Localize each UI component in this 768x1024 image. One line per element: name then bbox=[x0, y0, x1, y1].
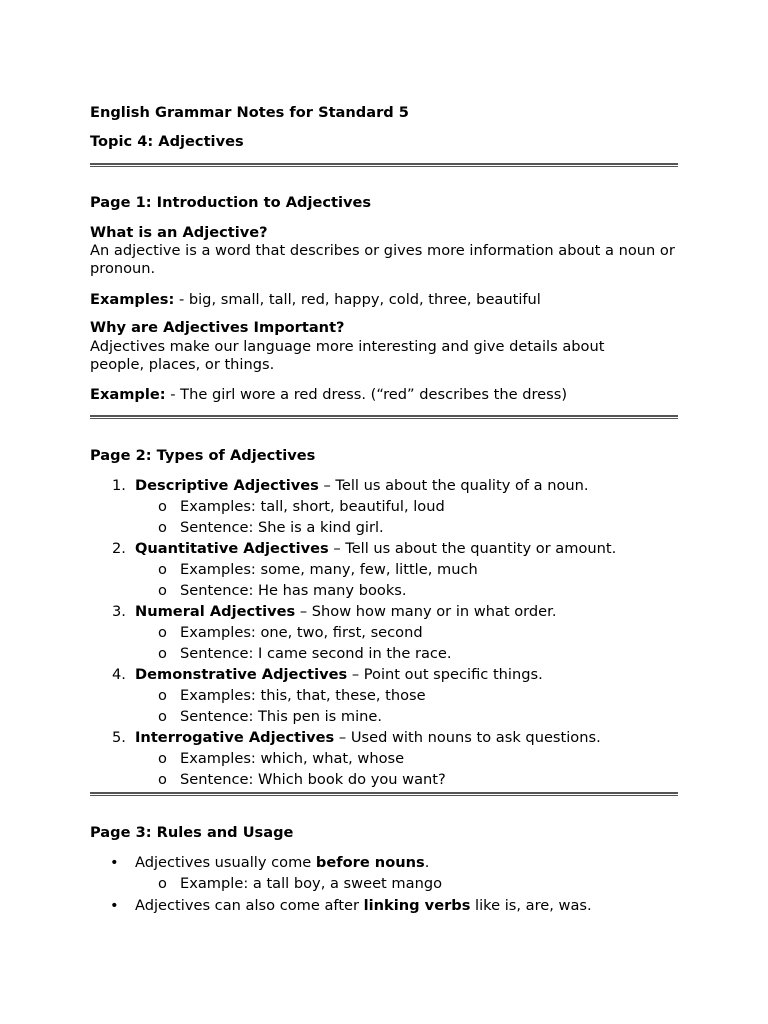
type-examples: o Examples: tall, short, beautiful, loud bbox=[158, 498, 445, 515]
divider bbox=[90, 415, 678, 419]
example-line bbox=[90, 386, 567, 404]
type-number: 5. bbox=[112, 729, 126, 746]
divider bbox=[90, 792, 678, 796]
divider bbox=[90, 163, 678, 167]
page3-heading: Page 3: Rules and Usage bbox=[90, 824, 294, 841]
circle-bullet-icon: o bbox=[158, 624, 167, 641]
document-title: English Grammar Notes for Standard 5 bbox=[90, 104, 409, 121]
rule-item-1: • Adjectives usually come before nouns. bbox=[110, 854, 430, 871]
rule-example: o Example: a tall boy, a sweet mango bbox=[158, 875, 443, 892]
type-sentence: o Sentence: I came second in the race. bbox=[158, 645, 452, 662]
type-number: 2. bbox=[112, 540, 126, 557]
rules-list bbox=[90, 854, 680, 918]
type-name: Interrogative Adjectives bbox=[135, 729, 335, 746]
type-item-5 bbox=[90, 729, 680, 750]
why-text: Adjectives make our language more interesting and give details about people, places, or things. bbox=[90, 338, 605, 373]
type-item-4 bbox=[90, 666, 680, 687]
type-examples: o Examples: one, two, first, second bbox=[158, 624, 423, 641]
type-desc: – Tell us about the quantity or amount. bbox=[328, 540, 617, 557]
type-number: 4. bbox=[112, 666, 126, 683]
circle-bullet-icon: o bbox=[158, 582, 167, 599]
adjective-types-list bbox=[90, 477, 680, 792]
type-item-3 bbox=[90, 603, 680, 624]
type-name: Quantitative Adjectives bbox=[135, 540, 329, 557]
bullet-icon: • bbox=[110, 854, 119, 871]
page2-heading: Page 2: Types of Adjectives bbox=[90, 447, 316, 464]
circle-bullet-icon: o bbox=[158, 519, 167, 536]
type-item-2 bbox=[90, 540, 680, 561]
why-heading: Why are Adjectives Important? bbox=[90, 319, 345, 336]
circle-bullet-icon: o bbox=[158, 750, 167, 767]
example-text: - The girl wore a red dress. (“red” describes the dress) bbox=[165, 386, 568, 403]
type-sentence: o Sentence: She is a kind girl. bbox=[158, 519, 384, 536]
what-text: An adjective is a word that describes or gives more information about a noun or pronoun. bbox=[90, 242, 675, 277]
topic-title: Topic 4: Adjectives bbox=[90, 133, 244, 150]
type-desc: – Used with nouns to ask questions. bbox=[334, 729, 601, 746]
type-name: Numeral Adjectives bbox=[135, 603, 296, 620]
type-name: Descriptive Adjectives bbox=[135, 477, 319, 494]
circle-bullet-icon: o bbox=[158, 771, 167, 788]
type-examples: o Examples: which, what, whose bbox=[158, 750, 405, 767]
type-item-1 bbox=[90, 477, 680, 498]
circle-bullet-icon: o bbox=[158, 708, 167, 725]
type-examples: o Examples: this, that, these, those bbox=[158, 687, 426, 704]
type-name: Demonstrative Adjectives bbox=[135, 666, 348, 683]
type-examples: o Examples: some, many, few, little, much bbox=[158, 561, 478, 578]
examples-text: - big, small, tall, red, happy, cold, three, beautiful bbox=[174, 291, 541, 308]
type-sentence: o Sentence: Which book do you want? bbox=[158, 771, 446, 788]
circle-bullet-icon: o bbox=[158, 561, 167, 578]
page1-heading: Page 1: Introduction to Adjectives bbox=[90, 194, 372, 211]
example-label: Example: bbox=[90, 386, 166, 403]
examples-line bbox=[90, 291, 541, 309]
rule-item-2: • Adjectives can also come after linking verbs like is, are, was. bbox=[110, 897, 592, 914]
type-number: 1. bbox=[112, 477, 126, 494]
circle-bullet-icon: o bbox=[158, 498, 167, 515]
what-heading: What is an Adjective? bbox=[90, 224, 268, 241]
circle-bullet-icon: o bbox=[158, 687, 167, 704]
examples-label: Examples: bbox=[90, 291, 175, 308]
type-desc: – Show how many or in what order. bbox=[295, 603, 557, 620]
type-desc: – Point out specific things. bbox=[347, 666, 543, 683]
type-desc: – Tell us about the quality of a noun. bbox=[318, 477, 589, 494]
type-sentence: o Sentence: This pen is mine. bbox=[158, 708, 383, 725]
circle-bullet-icon: o bbox=[158, 875, 167, 892]
type-sentence: o Sentence: He has many books. bbox=[158, 582, 407, 599]
bullet-icon: • bbox=[110, 897, 119, 914]
type-number: 3. bbox=[112, 603, 126, 620]
circle-bullet-icon: o bbox=[158, 645, 167, 662]
